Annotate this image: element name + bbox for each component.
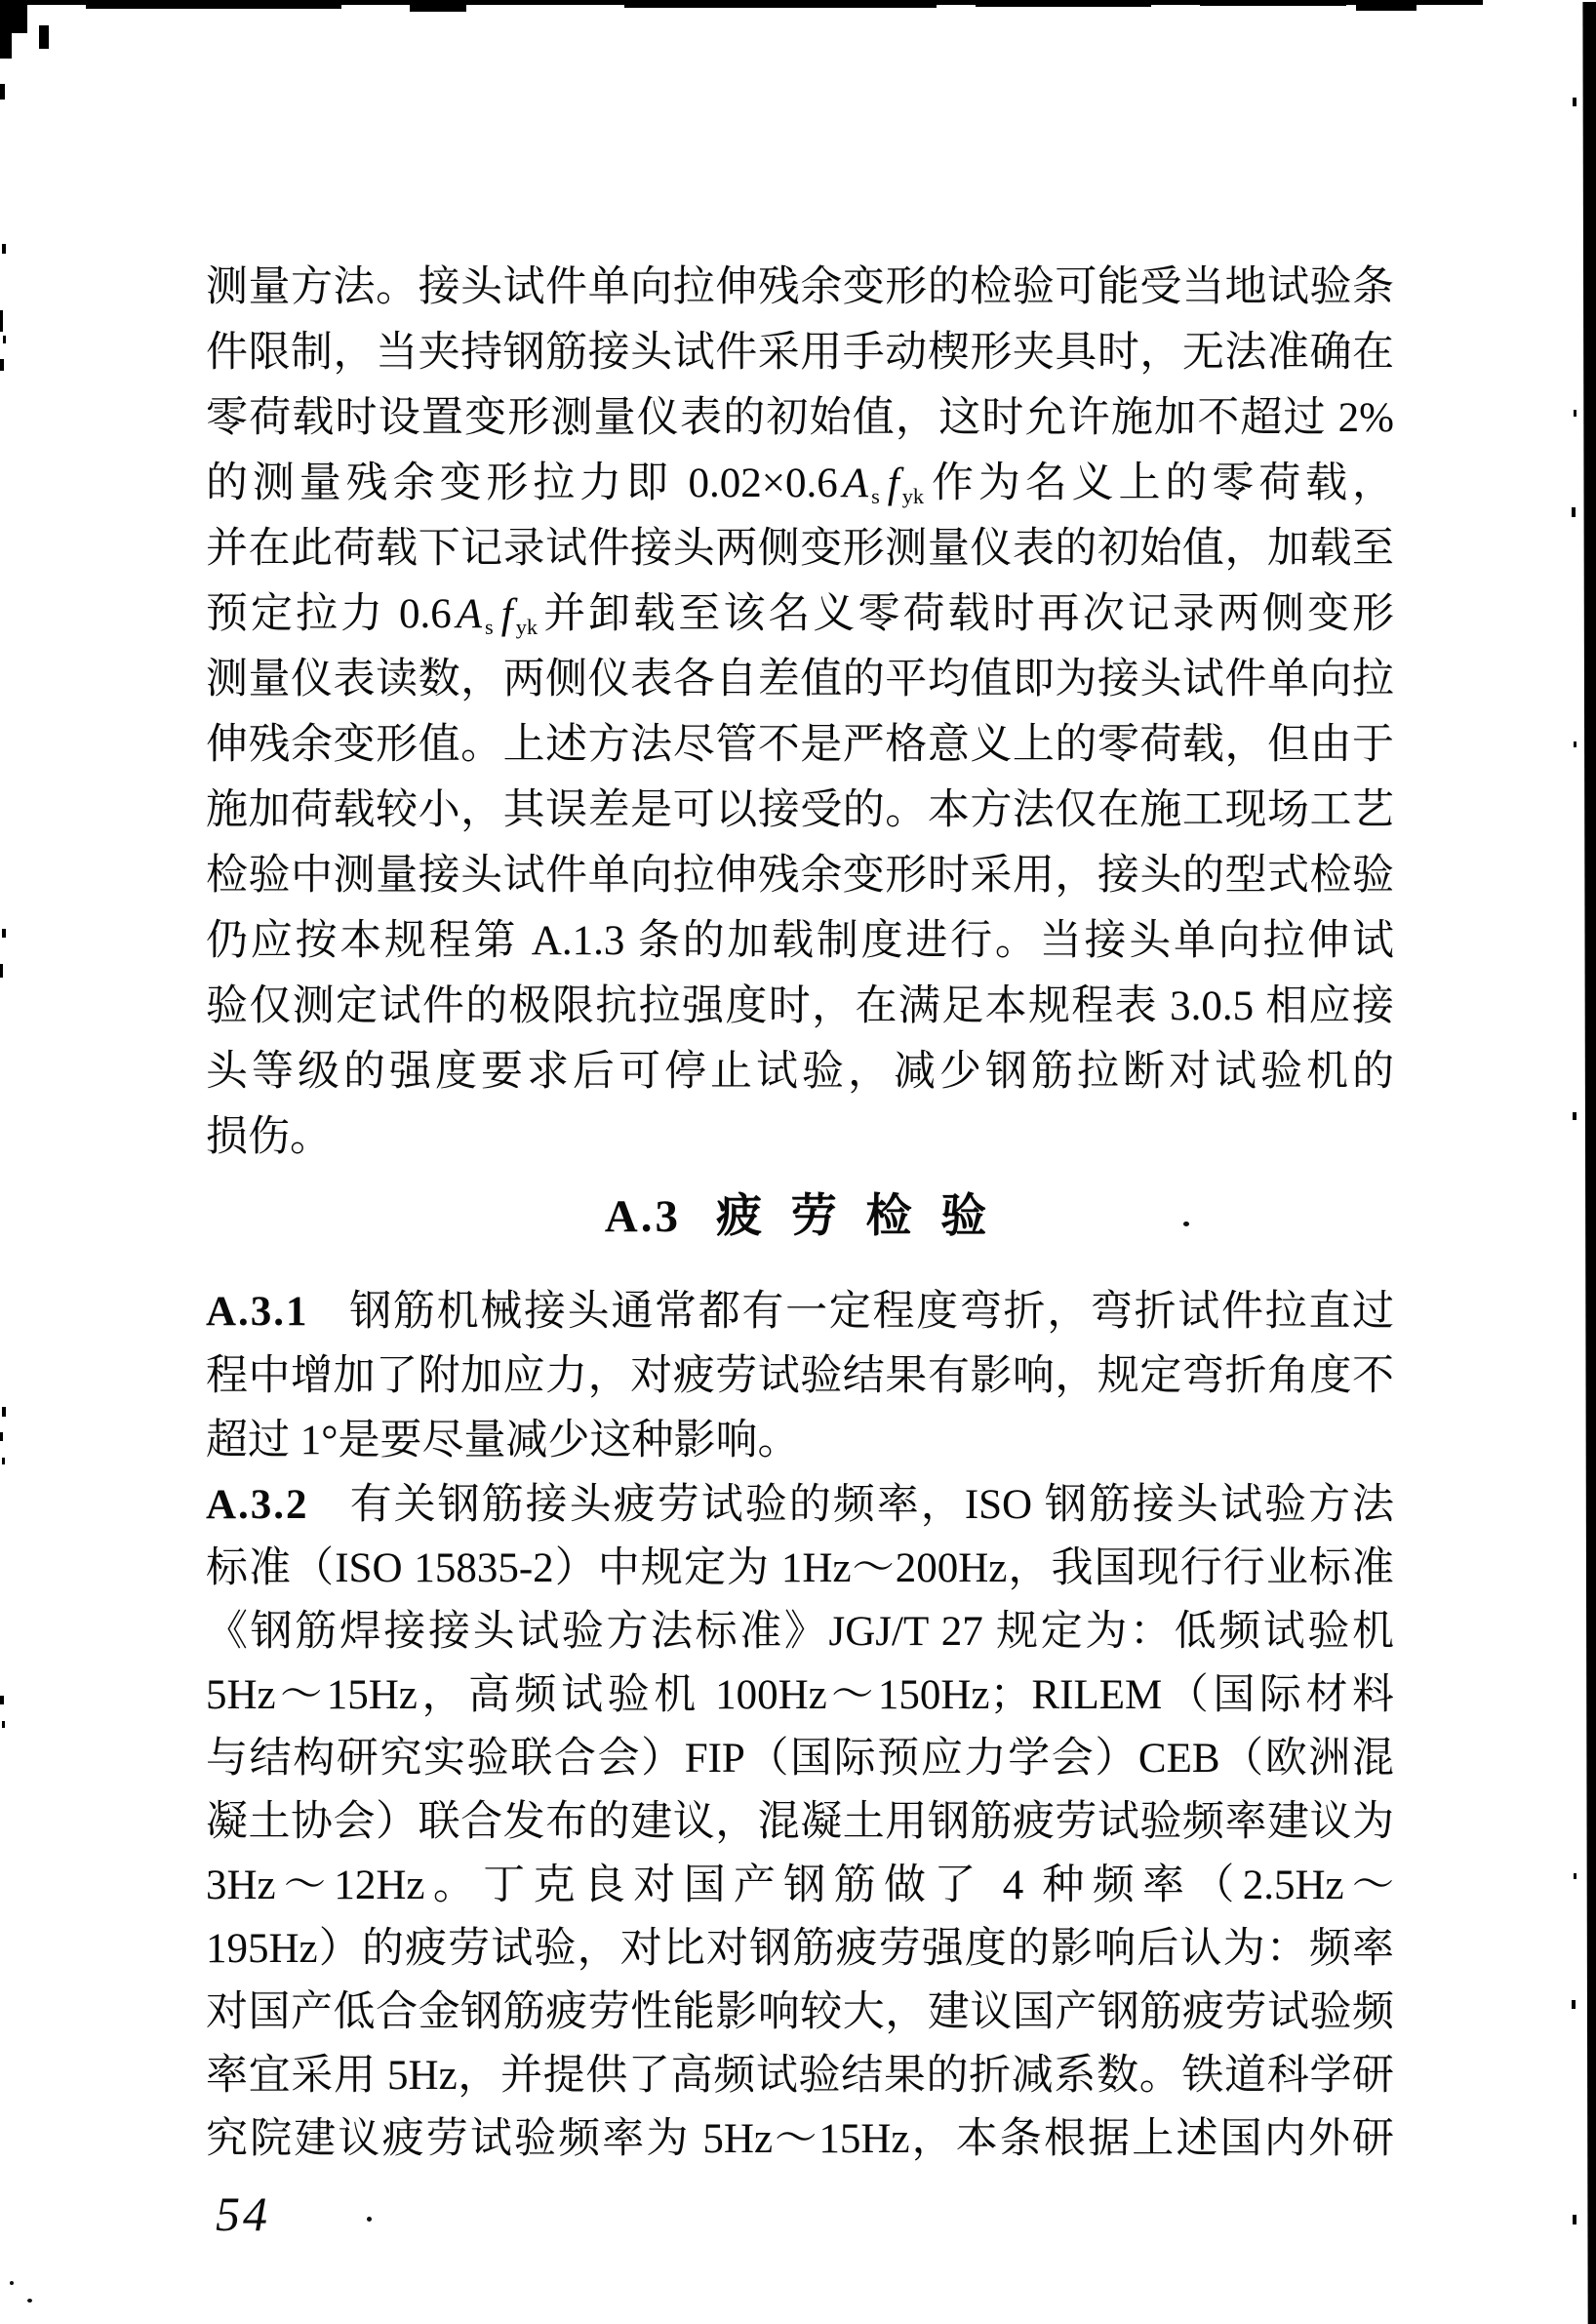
formula-prefix: 预定拉力 0.6	[206, 591, 452, 637]
section-number: A.3	[604, 1191, 681, 1242]
text-line: 与结构研究实验联合会）FIP（国际预应力学会）CEB（欧洲混	[206, 1736, 1394, 1782]
scan-artifact-corner-blob	[39, 25, 49, 49]
clause-text: 有关钢筋接头疲劳试验的频率，ISO 钢筋接头试验方法	[347, 1482, 1394, 1528]
subscript-s: s	[485, 614, 494, 639]
section-title: 疲 劳 检 验	[715, 1191, 996, 1242]
scan-artifact-right-tick	[1573, 1112, 1576, 1120]
section-heading	[206, 1186, 1394, 1247]
text-line: 究院建议疲劳试验频率为 5Hz～15Hz，本条根据上述国内外研	[206, 2116, 1394, 2162]
subscript-s: s	[871, 483, 880, 508]
text-line-clause-start	[206, 1280, 1394, 1344]
text-line-formula	[206, 451, 1394, 516]
text-line: 测量仪表读数，两侧仪表各自差值的平均值即为接头试件单向拉	[206, 657, 1394, 702]
scan-artifact-left-speck	[0, 84, 5, 100]
text-line: 测量方法。接头试件单向拉伸残余变形的检验可能受当地试验条	[206, 264, 1394, 310]
text-line: 凝土协会）联合发布的建议，混凝土用钢筋疲劳试验频率建议为	[206, 1799, 1394, 1845]
scan-artifact-left-speck	[2, 244, 6, 254]
scan-artifact-corner-blob	[0, 0, 27, 33]
scan-artifact-left-speck	[2, 1458, 5, 1464]
scan-artifact-right-tick	[1573, 2215, 1576, 2224]
scan-artifact-right-tick	[1574, 1873, 1576, 1879]
text-line: 头等级的强度要求后可停止试验，减少钢筋拉断对试验机的	[206, 1049, 1394, 1095]
scan-artifact-left-speck	[0, 1696, 4, 1704]
text-line: 超过 1°是要尽量减少这种影响。	[206, 1418, 800, 1463]
scan-speck	[27, 2299, 32, 2303]
scan-artifact-top-edge	[1200, 0, 1346, 6]
text-line: 验仅测定试件的极限抗拉强度时，在满足本规程表 3.0.5 相应接	[206, 983, 1394, 1029]
scan-artifact-top-edge	[410, 0, 466, 12]
formula-prefix: 的测量残余变形拉力即 0.02×0.6	[206, 461, 838, 506]
page-number: 54	[216, 2186, 270, 2241]
scan-artifact-right-edge	[1580, 2, 1596, 2324]
subscript-yk: yk	[901, 483, 925, 508]
text-line: 程中增加了附加应力，对疲劳试验结果有影响，规定弯折角度不	[206, 1353, 1394, 1399]
subscript-yk: yk	[515, 614, 539, 639]
paragraph-clause-a31	[206, 1280, 1394, 1473]
scan-artifact-left-speck	[0, 359, 4, 371]
formula-suffix: 作为名义上的零荷载，	[927, 461, 1394, 506]
scan-artifact-left-speck	[2, 929, 6, 938]
clause-text: 钢筋机械接头通常都有一定程度弯折，弯折试件拉直过	[347, 1289, 1394, 1335]
text-line: 伸残余变形值。上述方法尽管不是严格意义上的零荷载，但由于	[206, 722, 1394, 768]
text-line: 零荷载时设置变形测量仪表的初始值，这时允许施加不超过 2%	[206, 395, 1394, 441]
scan-artifact-top-edge	[1356, 0, 1416, 11]
text-line: 仍应按本规程第 A.1.3 条的加载制度进行。当接头单向拉伸试	[206, 918, 1394, 964]
text-line: 3Hz～12Hz。丁克良对国产钢筋做了 4 种频率（2.5Hz～	[206, 1863, 1394, 1908]
variable-A: A	[456, 591, 483, 637]
text-line: 损伤。	[206, 1114, 332, 1160]
scan-artifact-left-speck	[0, 1432, 3, 1441]
scan-artifact-left-speck	[2, 1407, 6, 1417]
scan-artifact-corner-blob	[0, 29, 12, 59]
scan-artifact-left-speck	[0, 310, 3, 332]
text-line-clause-start	[206, 1473, 1394, 1537]
text-line: 件限制，当夹持钢筋接头试件采用手动楔形夹具时，无法准确在	[206, 330, 1394, 376]
text-line: 对国产低合金钢筋疲劳性能影响较大，建议国产钢筋疲劳试验频	[206, 1989, 1394, 2035]
scan-speck	[10, 2281, 14, 2285]
scan-artifact-right-tick	[1572, 507, 1576, 517]
scan-artifact-left-speck	[0, 964, 3, 978]
scan-artifact-top-edge	[86, 0, 341, 9]
scan-artifact-right-tick	[1572, 2000, 1576, 2009]
clause-number: A.3.1	[206, 1289, 309, 1335]
text-line: 施加荷载较小，其误差是可以接受的。本方法仅在施工现场工艺	[206, 787, 1394, 833]
scan-artifact-right-tick	[1574, 410, 1576, 417]
text-line-formula	[206, 581, 1394, 647]
text-line: 标准（ISO 15835-2）中规定为 1Hz～200Hz，我国现行行业标准	[206, 1545, 1394, 1591]
paragraph-residual-deformation	[206, 255, 1394, 1170]
text-line: 并在此荷载下记录试件接头两侧变形测量仪表的初始值，加载至	[206, 526, 1394, 572]
variable-f: f	[887, 461, 899, 506]
text-line: 195Hz）的疲劳试验，对比对钢筋疲劳强度的影响后认为：频率	[206, 1926, 1394, 1972]
scan-artifact-right-tick	[1573, 98, 1576, 106]
variable-f: f	[500, 591, 513, 637]
text-line: 率宜采用 5Hz，并提供了高频试验结果的折减系数。铁道科学研	[206, 2053, 1394, 2099]
paragraph-clause-a32	[206, 1473, 1394, 2171]
scan-artifact-left-speck	[3, 336, 6, 343]
formula-suffix: 并卸载至该名义零荷载时再次记录两侧变形	[540, 591, 1395, 637]
scan-artifact-top-edge	[976, 0, 1151, 7]
variable-A: A	[842, 461, 869, 506]
clause-number: A.3.2	[206, 1482, 309, 1528]
scan-artifact-top-edge	[624, 0, 937, 8]
scan-speck	[367, 2217, 372, 2222]
text-line: 《钢筋焊接接头试验方法标准》JGJ/T 27 规定为：低频试验机	[206, 1609, 1394, 1655]
scan-artifact-left-speck	[2, 1721, 5, 1728]
scan-artifact-right-tick	[1574, 741, 1576, 747]
text-line: 检验中测量接头试件单向拉伸残余变形时采用，接头的型式检验	[206, 853, 1394, 899]
text-line: 5Hz～15Hz，高频试验机 100Hz～150Hz；RILEM（国际材料	[206, 1672, 1394, 1718]
